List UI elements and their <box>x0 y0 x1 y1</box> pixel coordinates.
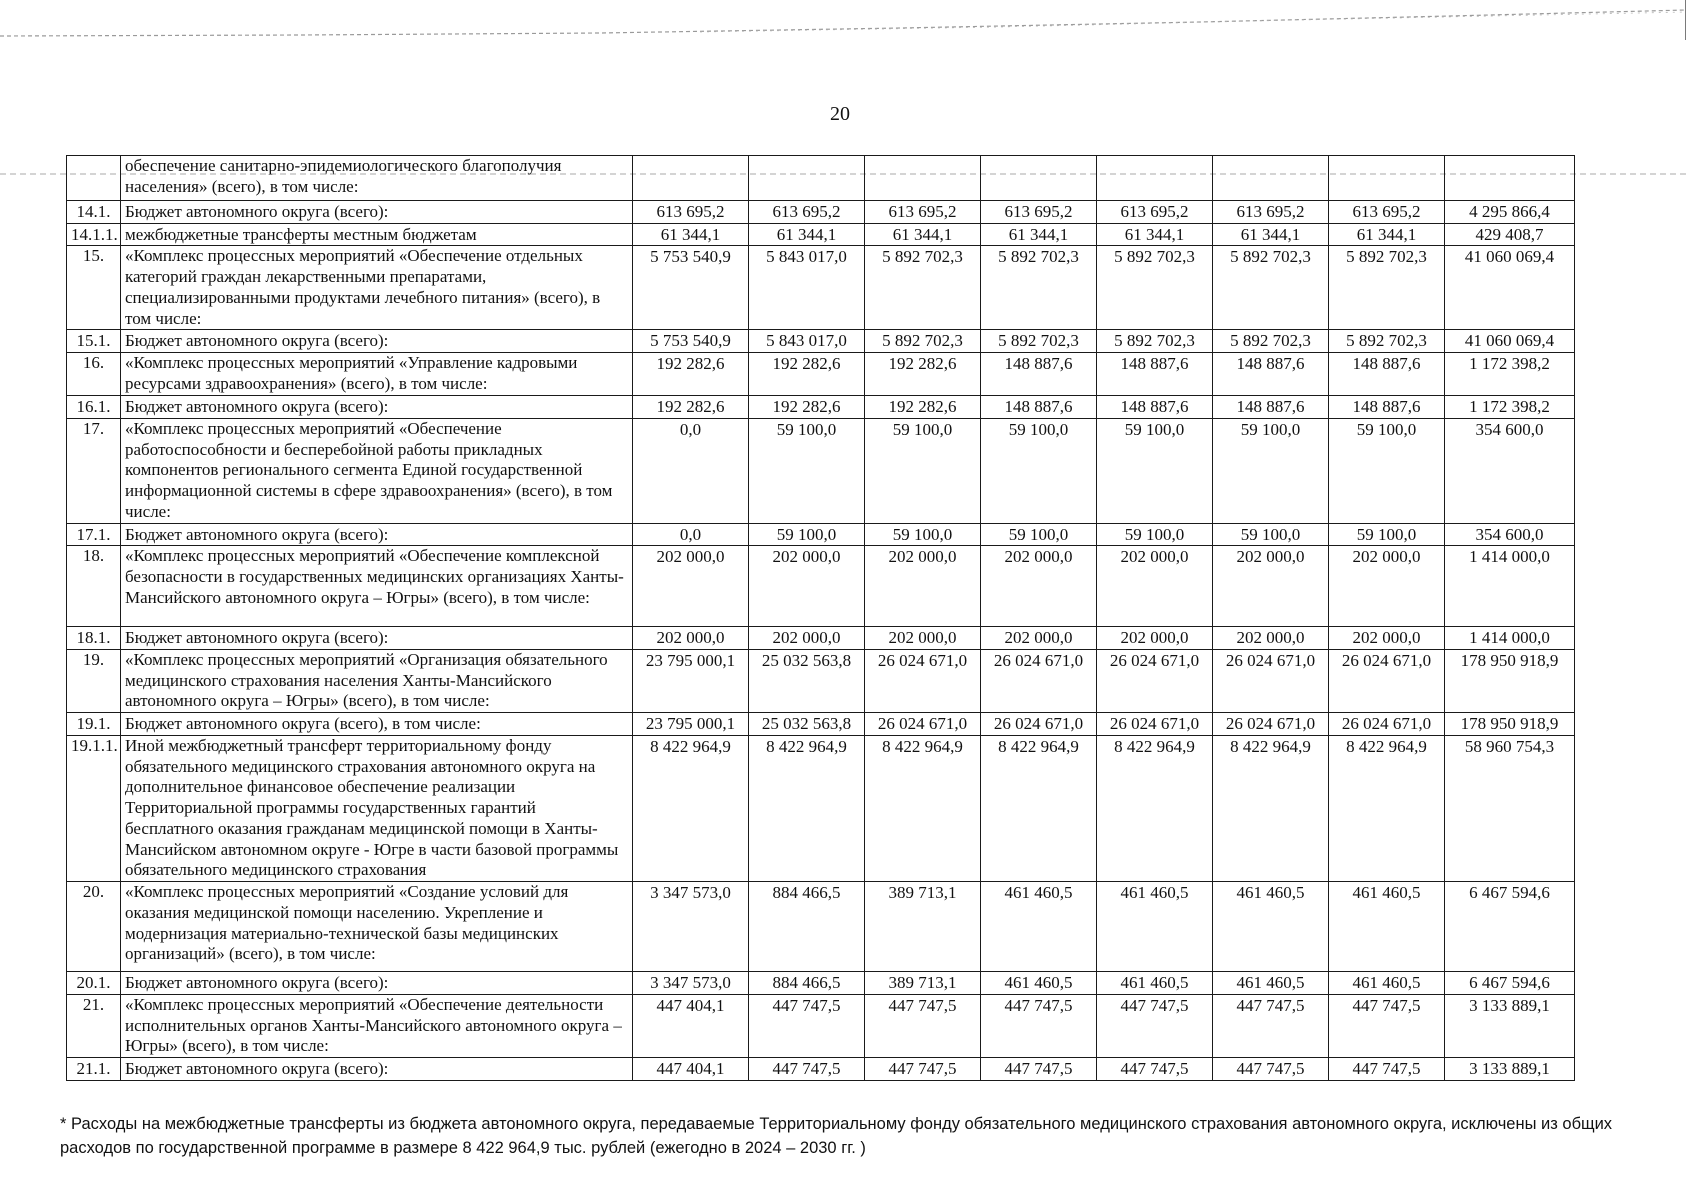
year-value-cell: 613 695,2 <box>633 201 749 224</box>
table-row <box>67 223 1575 246</box>
year-value-cell: 5 892 702,3 <box>865 330 981 353</box>
table-row <box>67 972 1575 995</box>
row-number: 17. <box>67 418 121 523</box>
year-value-cell: 148 887,6 <box>1097 353 1213 396</box>
scan-edge-noise <box>0 0 1686 40</box>
year-value-cell: 461 460,5 <box>1329 882 1445 972</box>
year-value-cell: 61 344,1 <box>1213 223 1329 246</box>
year-value-cell: 8 422 964,9 <box>865 735 981 881</box>
total-cell: 1 414 000,0 <box>1445 627 1575 650</box>
year-value-cell: 59 100,0 <box>981 523 1097 546</box>
year-value-cell: 613 695,2 <box>1213 201 1329 224</box>
year-value-cell: 148 887,6 <box>1329 353 1445 396</box>
table-body <box>67 156 1575 1081</box>
year-value-cell <box>865 156 981 201</box>
row-description: Бюджет автономного округа (всего): <box>121 627 633 650</box>
year-value-cell: 5 892 702,3 <box>1097 246 1213 330</box>
year-value-cell: 202 000,0 <box>1213 627 1329 650</box>
year-value-cell: 202 000,0 <box>633 627 749 650</box>
table-row <box>67 353 1575 396</box>
year-value-cell: 613 695,2 <box>1097 201 1213 224</box>
year-value-cell: 192 282,6 <box>633 353 749 396</box>
year-value-cell <box>1213 156 1329 201</box>
year-value-cell: 0,0 <box>633 418 749 523</box>
table-row <box>67 627 1575 650</box>
total-cell: 1 172 398,2 <box>1445 353 1575 396</box>
year-value-cell: 461 460,5 <box>1213 882 1329 972</box>
table-row <box>67 735 1575 881</box>
year-value-cell: 192 282,6 <box>749 396 865 419</box>
year-value-cell: 26 024 671,0 <box>1329 650 1445 713</box>
year-value-cell: 5 892 702,3 <box>865 246 981 330</box>
year-value-cell: 59 100,0 <box>1213 523 1329 546</box>
year-value-cell: 61 344,1 <box>981 223 1097 246</box>
year-value-cell: 26 024 671,0 <box>1213 650 1329 713</box>
row-description: Бюджет автономного округа (всего): <box>121 330 633 353</box>
year-value-cell: 26 024 671,0 <box>981 713 1097 736</box>
table-row <box>67 650 1575 713</box>
year-value-cell: 613 695,2 <box>981 201 1097 224</box>
row-number <box>67 156 121 201</box>
year-value-cell: 202 000,0 <box>981 546 1097 627</box>
row-description: «Комплекс процессных мероприятий «Управление кадровыми ресурсами здравоохранения» (всего), в том числе: <box>121 353 633 396</box>
year-value-cell: 202 000,0 <box>865 546 981 627</box>
year-value-cell: 3 347 573,0 <box>633 882 749 972</box>
row-number: 15. <box>67 246 121 330</box>
row-description: Бюджет автономного округа (всего): <box>121 396 633 419</box>
row-description: Бюджет автономного округа (всего), в том числе: <box>121 713 633 736</box>
row-description: «Комплекс процессных мероприятий «Обеспечение отдельных категорий граждан лекарственными препаратами, специализированными продуктами лечебного питания» (всего), в том числе: <box>121 246 633 330</box>
table-row <box>67 246 1575 330</box>
row-description: Бюджет автономного округа (всего): <box>121 201 633 224</box>
year-value-cell: 59 100,0 <box>749 523 865 546</box>
year-value-cell: 389 713,1 <box>865 972 981 995</box>
year-value-cell <box>981 156 1097 201</box>
year-value-cell: 59 100,0 <box>865 418 981 523</box>
year-value-cell: 26 024 671,0 <box>1329 713 1445 736</box>
year-value-cell: 447 747,5 <box>1097 1058 1213 1081</box>
row-number: 16. <box>67 353 121 396</box>
year-value-cell: 5 892 702,3 <box>1097 330 1213 353</box>
year-value-cell <box>1329 156 1445 201</box>
year-value-cell: 148 887,6 <box>1213 353 1329 396</box>
row-number: 16.1. <box>67 396 121 419</box>
year-value-cell: 192 282,6 <box>633 396 749 419</box>
year-value-cell: 884 466,5 <box>749 882 865 972</box>
year-value-cell: 8 422 964,9 <box>633 735 749 881</box>
table-row <box>67 396 1575 419</box>
year-value-cell: 5 843 017,0 <box>749 330 865 353</box>
row-number: 19. <box>67 650 121 713</box>
year-value-cell: 8 422 964,9 <box>1329 735 1445 881</box>
row-number: 18.1. <box>67 627 121 650</box>
year-value-cell: 61 344,1 <box>633 223 749 246</box>
row-number: 21.1. <box>67 1058 121 1081</box>
year-value-cell: 202 000,0 <box>1213 546 1329 627</box>
year-value-cell: 192 282,6 <box>865 353 981 396</box>
table-row <box>67 1058 1575 1081</box>
year-value-cell: 447 747,5 <box>749 994 865 1057</box>
total-cell: 178 950 918,9 <box>1445 713 1575 736</box>
row-number: 19.1.1. <box>67 735 121 881</box>
year-value-cell: 461 460,5 <box>981 972 1097 995</box>
year-value-cell: 61 344,1 <box>1097 223 1213 246</box>
year-value-cell: 148 887,6 <box>1097 396 1213 419</box>
year-value-cell: 25 032 563,8 <box>749 713 865 736</box>
year-value-cell: 447 747,5 <box>981 1058 1097 1081</box>
year-value-cell: 59 100,0 <box>749 418 865 523</box>
total-cell: 429 408,7 <box>1445 223 1575 246</box>
year-value-cell: 148 887,6 <box>1329 396 1445 419</box>
year-value-cell: 5 892 702,3 <box>1329 246 1445 330</box>
year-value-cell: 447 404,1 <box>633 1058 749 1081</box>
year-value-cell: 8 422 964,9 <box>1097 735 1213 881</box>
total-cell: 41 060 069,4 <box>1445 246 1575 330</box>
total-cell <box>1445 156 1575 201</box>
row-description: «Комплекс процессных мероприятий «Организация обязательного медицинского страхования населения Ханты-Мансийского автономного округа – Югры» (всего), в том числе: <box>121 650 633 713</box>
year-value-cell: 5 892 702,3 <box>1213 330 1329 353</box>
year-value-cell: 26 024 671,0 <box>981 650 1097 713</box>
year-value-cell: 461 460,5 <box>981 882 1097 972</box>
table-row <box>67 994 1575 1057</box>
year-value-cell <box>749 156 865 201</box>
total-cell: 1 414 000,0 <box>1445 546 1575 627</box>
year-value-cell: 8 422 964,9 <box>1213 735 1329 881</box>
year-value-cell: 8 422 964,9 <box>981 735 1097 881</box>
year-value-cell: 389 713,1 <box>865 882 981 972</box>
year-value-cell: 148 887,6 <box>981 396 1097 419</box>
year-value-cell: 148 887,6 <box>981 353 1097 396</box>
total-cell: 6 467 594,6 <box>1445 972 1575 995</box>
year-value-cell: 192 282,6 <box>865 396 981 419</box>
year-value-cell: 5 892 702,3 <box>1329 330 1445 353</box>
row-description: Бюджет автономного округа (всего): <box>121 972 633 995</box>
year-value-cell: 202 000,0 <box>981 627 1097 650</box>
year-value-cell <box>1097 156 1213 201</box>
row-number: 18. <box>67 546 121 627</box>
row-description: Иной межбюджетный трансферт территориальному фонду обязательного медицинского страхования автономного округа на дополнительное финансовое обеспечение реализации Территориальной программы государственных гарантий бесплатного оказания гражданам медицинской помощи в Ханты-Мансийском автономном округе - Югре в части базовой программы обязательного медицинского страхования <box>121 735 633 881</box>
year-value-cell: 0,0 <box>633 523 749 546</box>
year-value-cell: 26 024 671,0 <box>865 650 981 713</box>
row-description: «Комплекс процессных мероприятий «Обеспечение комплексной безопасности в государственных медицинских организациях Ханты-Мансийского автономного округа – Югры» (всего), в том числе: <box>121 546 633 627</box>
row-number: 14.1. <box>67 201 121 224</box>
year-value-cell: 202 000,0 <box>1097 627 1213 650</box>
year-value-cell: 447 747,5 <box>981 994 1097 1057</box>
row-number: 20. <box>67 882 121 972</box>
row-number: 19.1. <box>67 713 121 736</box>
table-row <box>67 201 1575 224</box>
row-number: 21. <box>67 994 121 1057</box>
row-description: «Комплекс процессных мероприятий «Создание условий для оказания медицинской помощи населению. Укрепление и модернизация материально-технической базы медицинских организаций» (всего), в том числе: <box>121 882 633 972</box>
table-row <box>67 330 1575 353</box>
year-value-cell: 5 892 702,3 <box>1213 246 1329 330</box>
total-cell: 3 133 889,1 <box>1445 994 1575 1057</box>
table-row <box>67 418 1575 523</box>
year-value-cell: 613 695,2 <box>865 201 981 224</box>
year-value-cell: 461 460,5 <box>1097 882 1213 972</box>
year-value-cell: 447 404,1 <box>633 994 749 1057</box>
total-cell: 3 133 889,1 <box>1445 1058 1575 1081</box>
total-cell: 354 600,0 <box>1445 418 1575 523</box>
year-value-cell: 613 695,2 <box>1329 201 1445 224</box>
table-row <box>67 156 1575 201</box>
total-cell: 58 960 754,3 <box>1445 735 1575 881</box>
year-value-cell: 59 100,0 <box>1097 418 1213 523</box>
year-value-cell: 447 747,5 <box>749 1058 865 1081</box>
year-value-cell: 202 000,0 <box>865 627 981 650</box>
year-value-cell: 447 747,5 <box>865 1058 981 1081</box>
total-cell: 6 467 594,6 <box>1445 882 1575 972</box>
total-cell: 1 172 398,2 <box>1445 396 1575 419</box>
total-cell: 41 060 069,4 <box>1445 330 1575 353</box>
row-number: 14.1.1. <box>67 223 121 246</box>
year-value-cell: 59 100,0 <box>1213 418 1329 523</box>
year-value-cell: 23 795 000,1 <box>633 713 749 736</box>
row-description: Бюджет автономного округа (всего): <box>121 523 633 546</box>
year-value-cell: 3 347 573,0 <box>633 972 749 995</box>
year-value-cell: 26 024 671,0 <box>865 713 981 736</box>
year-value-cell: 613 695,2 <box>749 201 865 224</box>
row-description: Бюджет автономного округа (всего): <box>121 1058 633 1081</box>
year-value-cell: 59 100,0 <box>865 523 981 546</box>
year-value-cell: 59 100,0 <box>1097 523 1213 546</box>
year-value-cell: 59 100,0 <box>981 418 1097 523</box>
row-number: 17.1. <box>67 523 121 546</box>
year-value-cell: 61 344,1 <box>865 223 981 246</box>
year-value-cell: 5 753 540,9 <box>633 330 749 353</box>
total-cell: 354 600,0 <box>1445 523 1575 546</box>
table-row <box>67 523 1575 546</box>
table-row <box>67 713 1575 736</box>
year-value-cell: 447 747,5 <box>1213 994 1329 1057</box>
row-description: «Комплекс процессных мероприятий «Обеспечение работоспособности и бесперебойной работы прикладных компонентов регионального сегмента Единой государственной информационной системы в сфере здравоохранения» (всего), в том числе: <box>121 418 633 523</box>
year-value-cell: 59 100,0 <box>1329 523 1445 546</box>
year-value-cell: 26 024 671,0 <box>1097 713 1213 736</box>
year-value-cell: 26 024 671,0 <box>1213 713 1329 736</box>
year-value-cell: 202 000,0 <box>1329 627 1445 650</box>
year-value-cell: 8 422 964,9 <box>749 735 865 881</box>
footnote: * Расходы на межбюджетные трансферты из бюджета автономного округа, передаваемые Территориальному фонду обязательного медицинского страхования автономного округа, исключены из общих расходов по государственной программе в размере 8 422 964,9 тыс. рублей (ежегодно в 2024 – 2030 гг. ) <box>60 1115 1613 1157</box>
total-cell: 4 295 866,4 <box>1445 201 1575 224</box>
row-description: «Комплекс процессных мероприятий «Обеспечение деятельности исполнительных органов Ханты-Мансийского автономного округа – Югры» (всего), в том числе: <box>121 994 633 1057</box>
year-value-cell: 26 024 671,0 <box>1097 650 1213 713</box>
table-row <box>67 882 1575 972</box>
year-value-cell: 23 795 000,1 <box>633 650 749 713</box>
year-value-cell: 5 843 017,0 <box>749 246 865 330</box>
year-value-cell: 461 460,5 <box>1329 972 1445 995</box>
row-number: 20.1. <box>67 972 121 995</box>
year-value-cell: 447 747,5 <box>865 994 981 1057</box>
year-value-cell: 202 000,0 <box>1097 546 1213 627</box>
year-value-cell: 59 100,0 <box>1329 418 1445 523</box>
year-value-cell: 202 000,0 <box>1329 546 1445 627</box>
year-value-cell: 447 747,5 <box>1329 1058 1445 1081</box>
year-value-cell: 25 032 563,8 <box>749 650 865 713</box>
year-value-cell: 5 892 702,3 <box>981 246 1097 330</box>
total-cell: 178 950 918,9 <box>1445 650 1575 713</box>
year-value-cell: 202 000,0 <box>633 546 749 627</box>
row-description: обеспечение санитарно-эпидемиологического благополучия населения» (всего), в том числе: <box>121 156 633 201</box>
budget-table <box>66 155 1575 1081</box>
year-value-cell: 202 000,0 <box>749 546 865 627</box>
row-description: межбюджетные трансферты местным бюджетам <box>121 223 633 246</box>
table-row <box>67 546 1575 627</box>
year-value-cell: 447 747,5 <box>1097 994 1213 1057</box>
year-value-cell: 61 344,1 <box>1329 223 1445 246</box>
year-value-cell: 202 000,0 <box>749 627 865 650</box>
year-value-cell: 447 747,5 <box>1213 1058 1329 1081</box>
year-value-cell: 884 466,5 <box>749 972 865 995</box>
year-value-cell: 461 460,5 <box>1213 972 1329 995</box>
page-number: 20 <box>830 103 850 125</box>
row-number: 15.1. <box>67 330 121 353</box>
year-value-cell <box>633 156 749 201</box>
year-value-cell: 461 460,5 <box>1097 972 1213 995</box>
year-value-cell: 5 892 702,3 <box>981 330 1097 353</box>
year-value-cell: 148 887,6 <box>1213 396 1329 419</box>
year-value-cell: 447 747,5 <box>1329 994 1445 1057</box>
year-value-cell: 5 753 540,9 <box>633 246 749 330</box>
year-value-cell: 61 344,1 <box>749 223 865 246</box>
year-value-cell: 192 282,6 <box>749 353 865 396</box>
